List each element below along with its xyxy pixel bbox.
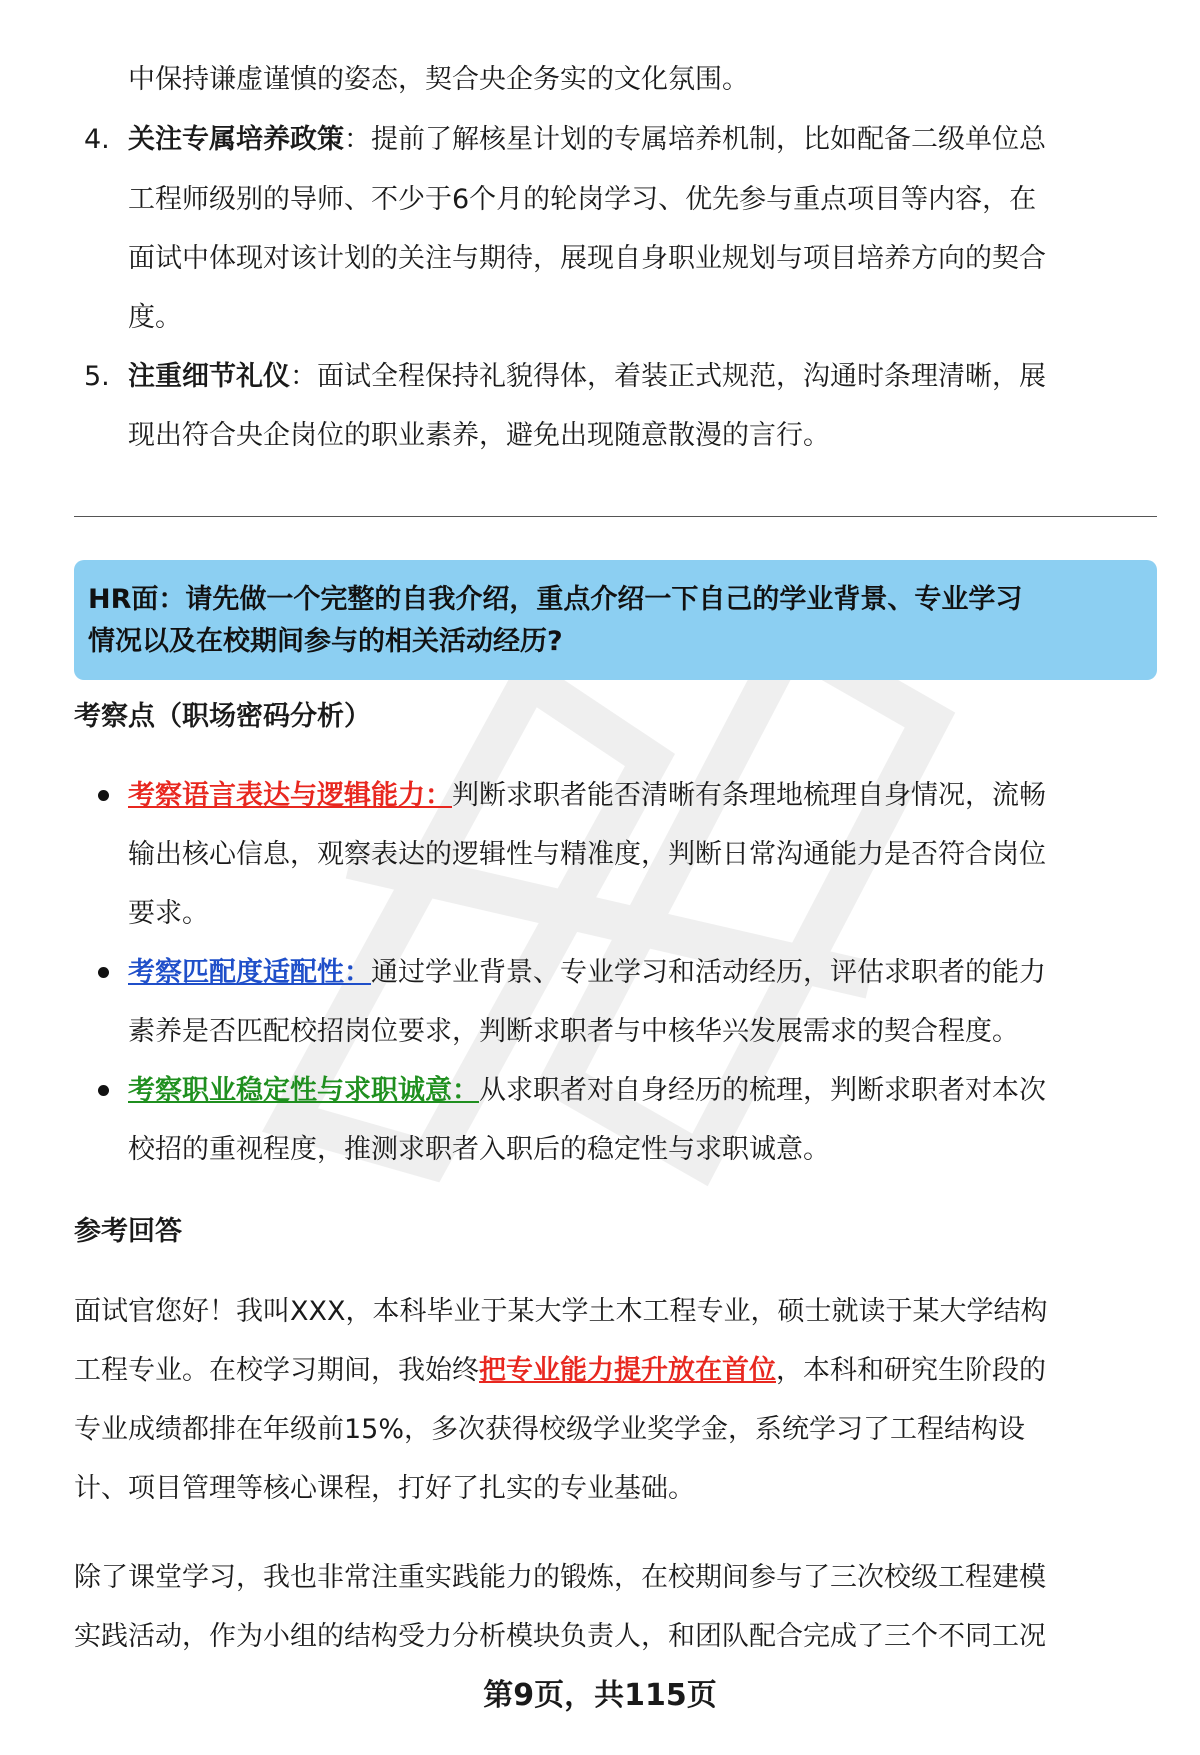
answer-line: 计、项目管理等核心课程，打好了扎实的专业基础。	[74, 1473, 695, 1504]
item-number: 4.	[84, 124, 110, 155]
bullet-text: 要求。	[128, 898, 209, 929]
bullet-label: 考察语言表达与逻辑能力：	[128, 780, 452, 811]
bullet-label: 考察职业稳定性与求职诚意：	[128, 1075, 479, 1106]
bullet-text: 输出核心信息，观察表达的逻辑性与精准度，判断日常沟通能力是否符合岗位	[128, 839, 1046, 870]
item-text: 现出符合央企岗位的职业素养，避免出现随意散漫的言行。	[128, 420, 830, 451]
answer-line	[74, 1351, 1046, 1391]
hr-question-box	[74, 560, 1157, 680]
bullet-line	[128, 1071, 1046, 1111]
answer-line: 实践活动，作为小组的结构受力分析模块负责人，和团队配合完成了三个不同工况	[74, 1621, 1046, 1652]
page-footer: 第9页，共115页	[483, 1678, 717, 1713]
continuation-text: 中保持谦虚谨慎的姿态，契合央企务实的文化氛围。	[128, 64, 749, 95]
bullet-text: 判断求职者能否清晰有条理地梳理自身情况，流畅	[452, 780, 1046, 811]
section-title: 考察点（职场密码分析）	[74, 701, 371, 732]
bullet-line	[128, 953, 1046, 993]
answer-text: ，本科和研究生阶段的	[776, 1355, 1046, 1386]
hr-question-line: 情况以及在校期间参与的相关活动经历?	[88, 626, 563, 657]
item-text: ：提前了解核星计划的专属培养机制，比如配备二级单位总	[344, 124, 1046, 155]
answer-title: 参考回答	[74, 1216, 182, 1247]
bullet-label: 考察匹配度适配性：	[128, 957, 371, 988]
answer-highlight: 把专业能力提升放在首位	[479, 1355, 776, 1386]
section-divider	[74, 516, 1157, 517]
item-text: 度。	[128, 302, 182, 333]
item-number: 5.	[84, 361, 110, 392]
numbered-item-line	[128, 357, 1046, 397]
numbered-item-line	[128, 120, 1046, 160]
bullet-text: 校招的重视程度，推测求职者入职后的稳定性与求职诚意。	[128, 1134, 830, 1165]
answer-text: 工程专业。在校学习期间，我始终	[74, 1355, 479, 1386]
answer-line: 面试官您好！我叫XXX，本科毕业于某大学土木工程专业，硕士就读于某大学结构	[74, 1296, 1048, 1327]
item-text: 工程师级别的导师、不少于6个月的轮岗学习、优先参与重点项目等内容，在	[128, 184, 1037, 215]
bullet-line	[128, 776, 1046, 816]
bullet-dot	[98, 967, 109, 978]
item-text: ：面试全程保持礼貌得体，着装正式规范，沟通时条理清晰，展	[290, 361, 1046, 392]
bullet-text: 从求职者对自身经历的梳理，判断求职者对本次	[479, 1075, 1046, 1106]
hr-question-line: HR面：请先做一个完整的自我介绍，重点介绍一下自己的学业背景、专业学习	[88, 584, 1023, 615]
bullet-text: 素养是否匹配校招岗位要求，判断求职者与中核华兴发展需求的契合程度。	[128, 1016, 1019, 1047]
bullet-dot	[98, 1085, 109, 1096]
item-text: 面试中体现对该计划的关注与期待，展现自身职业规划与项目培养方向的契合	[128, 243, 1046, 274]
item-title: 关注专属培养政策	[128, 124, 344, 155]
bullet-text: 通过学业背景、专业学习和活动经历，评估求职者的能力	[371, 957, 1046, 988]
bullet-dot	[98, 790, 109, 801]
answer-line: 除了课堂学习，我也非常注重实践能力的锻炼，在校期间参与了三次校级工程建模	[74, 1562, 1046, 1593]
item-title: 注重细节礼仪	[128, 361, 290, 392]
answer-line: 专业成绩都排在年级前15%，多次获得校级学业奖学金，系统学习了工程结构设	[74, 1414, 1026, 1445]
